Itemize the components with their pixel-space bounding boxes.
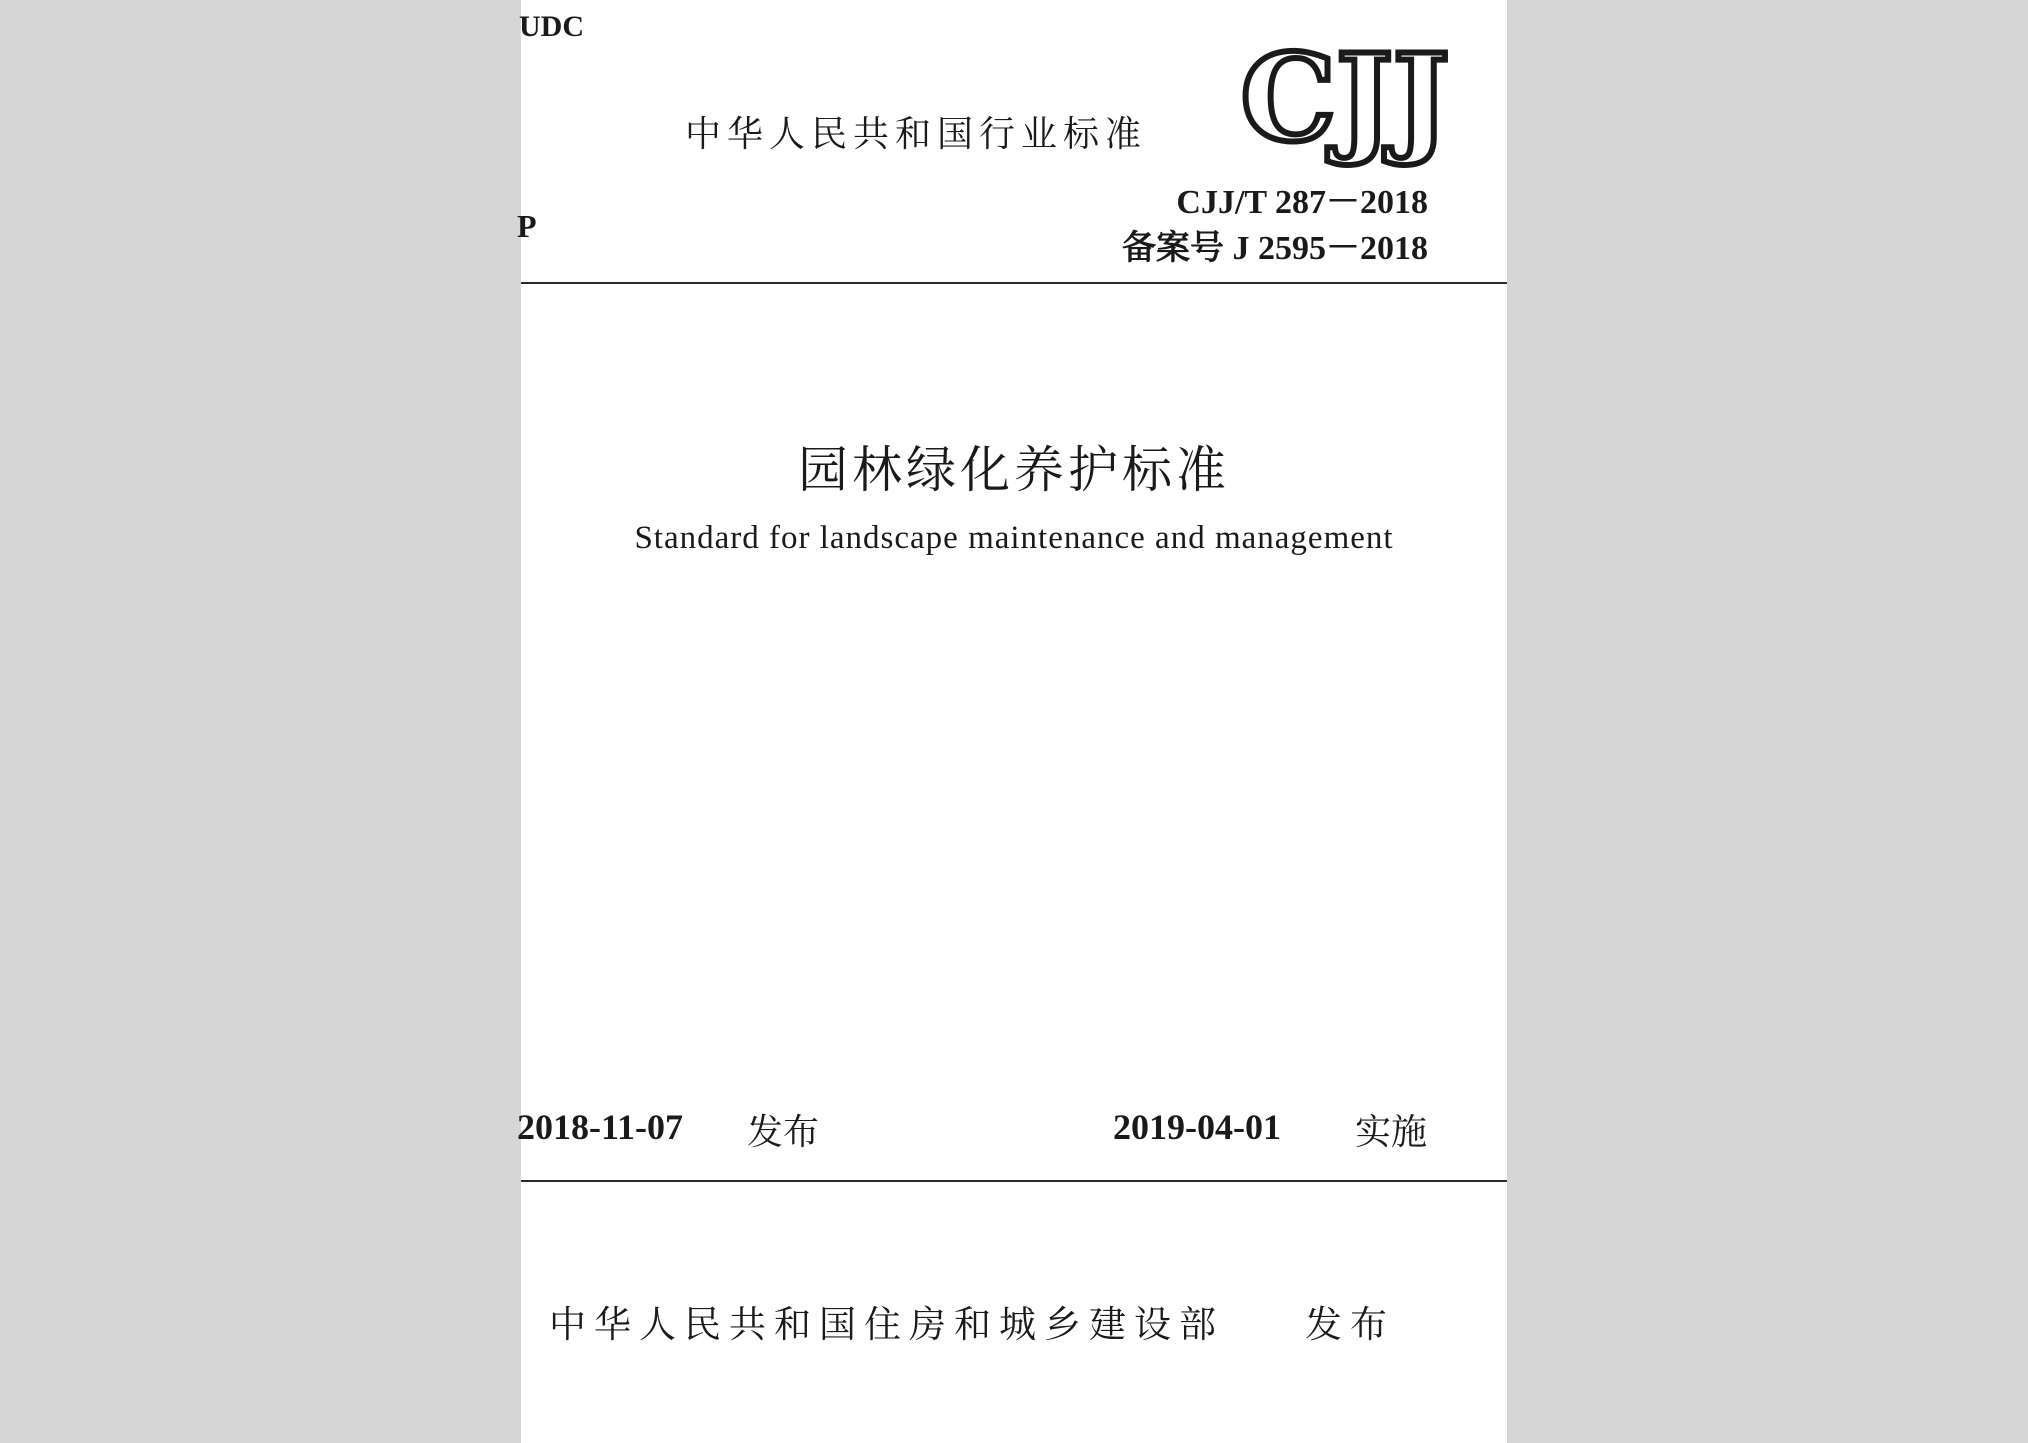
cjj-logo xyxy=(1240,28,1450,169)
effective-date: 2019-04-01 xyxy=(1113,1107,1281,1147)
issue-date: 2018-11-07 xyxy=(517,1107,683,1147)
title-english: Standard for landscape maintenance and management xyxy=(634,520,1394,556)
bottom-divider xyxy=(521,1180,1507,1182)
title-chinese: 园林绿化养护标准 xyxy=(798,441,1230,499)
publisher-label: 发布 xyxy=(1305,1303,1395,1346)
top-divider xyxy=(521,282,1507,284)
issue-label: 发布 xyxy=(747,1112,820,1153)
classification-mark: P xyxy=(517,208,537,244)
cjj-logo-text: CJJ xyxy=(1240,28,1450,169)
udc-label: UDC xyxy=(519,10,584,43)
record-number: 备案号 J 2595－2018 xyxy=(1122,230,1428,267)
effective-label: 实施 xyxy=(1355,1112,1428,1153)
publisher-name: 中华人民共和国住房和城乡建设部 xyxy=(549,1303,1224,1346)
document-cover-page xyxy=(517,0,1507,1443)
standard-category: 中华人民共和国行业标准 xyxy=(685,114,1148,155)
standard-number: CJJ/T 287－2018 xyxy=(1176,184,1428,221)
